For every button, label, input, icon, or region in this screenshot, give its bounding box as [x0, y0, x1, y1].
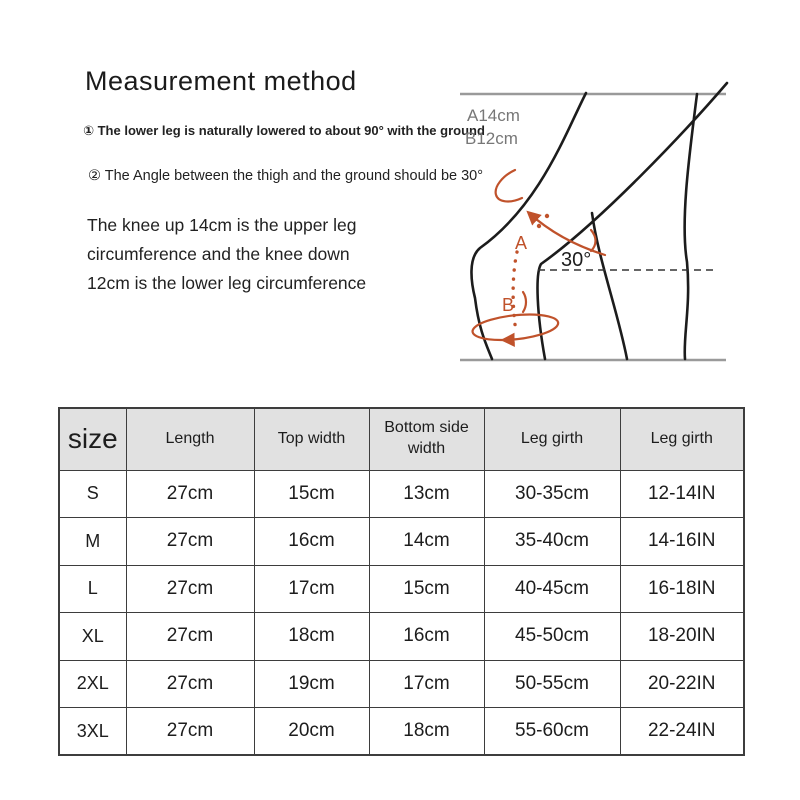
value-cell: 27cm — [126, 470, 254, 518]
straight-leg-back-line — [685, 94, 697, 359]
value-cell: 30-35cm — [484, 470, 620, 518]
value-cell: 20cm — [254, 708, 369, 756]
value-cell: 27cm — [126, 518, 254, 566]
value-cell: 22-24IN — [620, 708, 744, 756]
table-row — [59, 470, 744, 518]
value-cell: 27cm — [126, 660, 254, 708]
thigh-girth-arc — [496, 170, 522, 201]
upper-girth-label: A14cm — [467, 106, 520, 125]
marker-a-label: A — [515, 233, 528, 253]
value-cell: 19cm — [254, 660, 369, 708]
value-cell: 16cm — [254, 518, 369, 566]
value-cell: 14cm — [369, 518, 484, 566]
size-table-body — [59, 470, 744, 755]
table-row — [59, 565, 744, 613]
value-cell: 12-14IN — [620, 470, 744, 518]
header-leg-girth-cm: Leg girth — [484, 408, 620, 470]
value-cell: 27cm — [126, 565, 254, 613]
page-title: Measurement method — [85, 66, 357, 96]
value-cell: 15cm — [369, 565, 484, 613]
value-cell: 13cm — [369, 470, 484, 518]
value-cell: 18cm — [369, 708, 484, 756]
measurement-note: The knee up 14cm is the upper leg circumference and the knee down 12cm is the lower leg circumference — [87, 215, 367, 293]
header-top-width: Top width — [254, 408, 369, 470]
angle-value-label: 30° — [561, 249, 592, 271]
value-cell: 18-20IN — [620, 613, 744, 661]
table-row — [59, 708, 744, 756]
leg-measurement-diagram — [440, 80, 760, 380]
header-bottom-side-width: Bottom side width — [369, 408, 484, 470]
value-cell: 45-50cm — [484, 613, 620, 661]
instruction-step-2: ② The Angle between the thigh and the ground should be 30° — [88, 168, 484, 184]
size-cell: 2XL — [59, 660, 126, 708]
table-row — [59, 660, 744, 708]
straight-leg-front-line — [592, 213, 627, 359]
size-cell: M — [59, 518, 126, 566]
header-size: size — [59, 408, 126, 470]
value-cell: 14-16IN — [620, 518, 744, 566]
shin-dotted-line — [513, 252, 517, 332]
size-cell: S — [59, 470, 126, 518]
instruction-step-1: ① The lower leg is naturally lowered to about 90° with the ground — [83, 123, 485, 138]
marker-b-arc — [523, 292, 526, 312]
value-cell: 16-18IN — [620, 565, 744, 613]
value-cell: 50-55cm — [484, 660, 620, 708]
size-cell: L — [59, 565, 126, 613]
header-length: Length — [126, 408, 254, 470]
size-cell: 3XL — [59, 708, 126, 756]
header-leg-girth-in: Leg girth — [620, 408, 744, 470]
value-cell: 17cm — [369, 660, 484, 708]
marker-b-label: B — [502, 295, 515, 315]
lower-girth-label: B12cm — [465, 129, 518, 148]
table-row — [59, 518, 744, 566]
value-cell: 27cm — [126, 613, 254, 661]
value-cell: 55-60cm — [484, 708, 620, 756]
value-cell: 15cm — [254, 470, 369, 518]
size-cell: XL — [59, 613, 126, 661]
table-header-row — [59, 408, 744, 470]
calf-girth-ellipse — [473, 315, 559, 341]
value-cell: 17cm — [254, 565, 369, 613]
value-cell: 27cm — [126, 708, 254, 756]
value-cell: 40-45cm — [484, 565, 620, 613]
value-cell: 20-22IN — [620, 660, 744, 708]
table-row — [59, 613, 744, 661]
bent-leg-inner-line — [538, 83, 727, 359]
size-chart-table — [58, 407, 745, 756]
value-cell: 18cm — [254, 613, 369, 661]
value-cell: 16cm — [369, 613, 484, 661]
calf-girth-arrow — [504, 324, 558, 340]
value-cell: 35-40cm — [484, 518, 620, 566]
